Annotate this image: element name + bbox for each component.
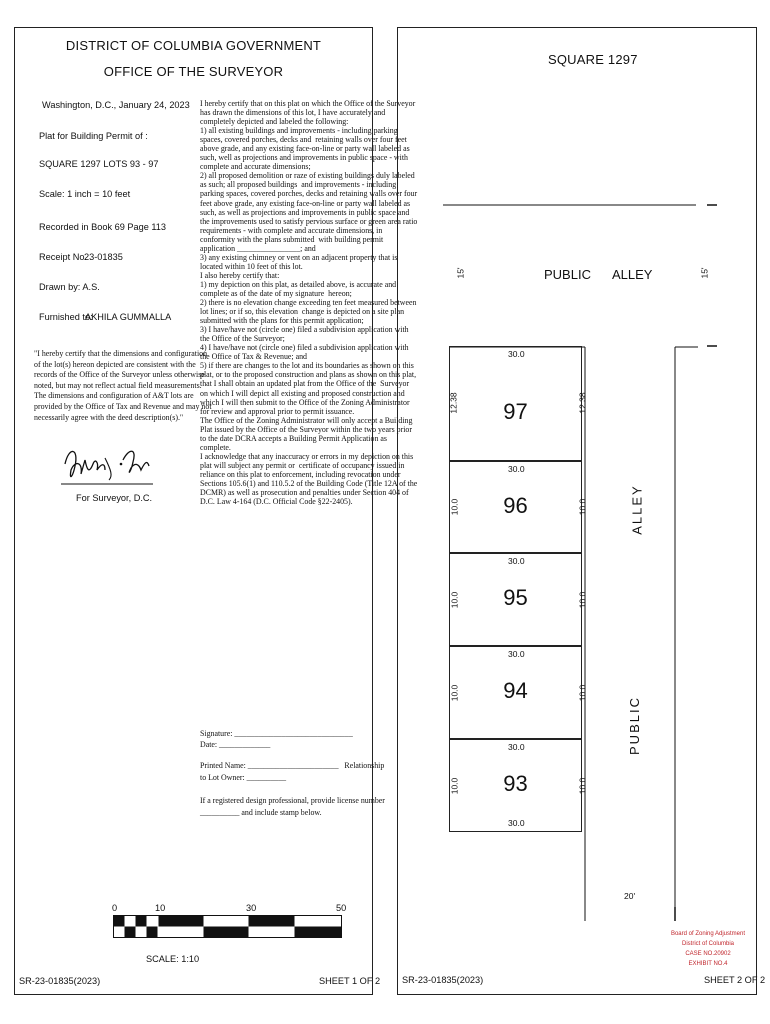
lot-95-top-dim: 30.0: [508, 556, 525, 566]
sheet1-footer-sheet: SHEET 1 OF 2: [319, 976, 381, 986]
lot-96-top-dim: 30.0: [508, 464, 525, 474]
sheet-1: [14, 27, 418, 995]
recorded-book-page: Recorded in Book 69 Page 113: [39, 222, 167, 232]
public-alley-word-alley: ALLEY: [612, 267, 653, 282]
stamp-line-2: District of Columbia: [681, 941, 734, 947]
stamp-line-3: CASE NO.20902: [685, 951, 731, 957]
lot-96-right-dim: 10.0: [577, 498, 588, 516]
stamp-line-1: Board of Zoning Adjustment: [670, 931, 746, 937]
graphic-scale-bar: [113, 915, 343, 943]
sheet1-title-line1: DISTRICT OF COLUMBIA GOVERNMENT: [65, 38, 322, 53]
lot-95-right-dim: 10.0: [577, 591, 588, 609]
lot-97-right-dim: 12.38: [577, 392, 588, 414]
scale-text: Scale: 1 inch = 10 feet: [39, 189, 131, 199]
lot-94-top-dim: 30.0: [508, 649, 525, 659]
lot-95: [449, 553, 582, 646]
lot-96: [449, 461, 582, 553]
side-alley-width: 20': [624, 891, 636, 901]
lot-93-right-dim: 10.0: [577, 777, 588, 795]
scale-tick-0: 0: [112, 903, 118, 913]
lot-94-right-dim: 10.0: [577, 684, 588, 702]
receipt-number: 23-01835: [84, 252, 123, 262]
square-title: SQUARE 1297: [548, 52, 638, 67]
drawn-by: Drawn by: A.S.: [39, 282, 100, 292]
furnished-name: AKHILA GUMMALLA: [85, 312, 172, 322]
vertical-public-label: PUBLIC: [626, 696, 642, 755]
sheet1-title-line2: OFFICE OF THE SURVEYOR: [103, 64, 284, 79]
lot-94: [449, 646, 582, 739]
lot-97-number: 97: [503, 399, 528, 424]
surveyor-certification-note: "I hereby certify that the dimensions and configuration of the lot(s) hereon depicted are consistent with the records of the Office of the Surveyor unless otherwise noted, but may not reflect actual field measurements. The dimensions and configuration of A&T lots are provided by the Office of Tax and Revenue and may not necessarily agree with the deed description(s).": [34, 349, 212, 422]
alley-width-left: 15': [455, 267, 466, 279]
receipt-label: Receipt No.: [39, 252, 88, 262]
license-line-1: If a registered design professional, provide license number: [200, 796, 385, 805]
sheet2-footer-id: SR-23-01835(2023): [402, 975, 484, 985]
surveyor-signature: [59, 440, 155, 488]
sheet2-footer-sheet: SHEET 2 OF 2: [704, 975, 766, 985]
zoning-exhibit-stamp: [668, 931, 748, 967]
scale-caption: SCALE: 1:10: [146, 954, 200, 964]
scale-tick-30: 30: [246, 903, 257, 913]
signature-line: Signature: ______________________________: [200, 729, 353, 738]
lot-93-top-dim: 30.0: [508, 742, 525, 752]
alley-width-right: 15': [699, 267, 710, 279]
lot-94-number: 94: [503, 678, 528, 703]
plat-for-label: Plat for Building Permit of :: [39, 131, 148, 141]
stamp-line-4: EXHIBIT NO.4: [688, 961, 728, 967]
sheet1-footer-id: SR-23-01835(2023): [19, 976, 101, 986]
lot-94-left-dim: 10.0: [449, 684, 460, 702]
public-alley-word-public: PUBLIC: [544, 267, 591, 282]
lot-96-number: 96: [503, 493, 528, 518]
printed-name-line: Printed Name: _______________________ Relationship: [200, 761, 385, 770]
lot-97: [449, 346, 582, 461]
owner-certification-text: I hereby certify that on this plat on which the Office of the Surveyor has drawn the dimensions of this lot, I have accurately and completely depicted and labeled the following: 1) all existing buildings and improvements - including parking spaces, covered porches, decks and retaining walls over four feet above grade, and any existing face-on-line or party wall labeled as such, well as projections and improvements in public space - with complete and accurate dimensions; 2) all proposed demolition or raze of existing buildings duly labeled as such; all proposed buildings and improvements - including parking spaces, covered porches, decks and retaining walls over four feet above grade, any existing face-on-line or party wall labeled as such, as well as projections and improvements in public space and the improvements used to satisfy pervious surface or green area ratio requirements - with complete and accurate dimensions, in conformity with the plans submitted with building permit application ________________; and 3) any existing chimney or vent on an adjacent property that is located within 10 feet of this lot. I also hereby certify that: 1) my depiction on this plat, as detailed above, is accurate and complete as of the date of my signature hereon; 2) there is no elevation change exceeding ten feet measured between lot lines; or if so, this elevation change is depicted on a site plan submitted with the plans for this permit application; 3) I have/have not (circle one) filed a subdivision application with the Office of the Surveyor; 4) I have/have not (circle one) filed a subdivision application with the Office of Tax & Revenue; and 5) if there are changes to the lot and its boundaries as shown on this plat, or to the proposed construction and plans as shown on this plat, that I shall obtain an updated plat from the Office of the Surveyor on which I will depict all existing and proposed construction and which I will then submit to the Office of the Zoning Administrator for review and approval prior to permit issuance. The Office of the Zoning Administrator will only accept a Building Plat issued by the Office of the Surveyor within the two years prior to the date DCRA accepts a Building Permit Application as complete. I acknowledge that any inaccuracy or errors in my depiction on this plat will subject any permit or certificate of occupancy issued in reliance on this plat to enforcement, including revocation under Sections 105.6(1) and 110.5.2 of the Building Code (Title 12A of the DCMR) as well as prosecution and penalties under Section 404 of D.C. Law 4-164 (D.C. Official Code §22-2405).: [200, 99, 418, 507]
furnished-label: Furnished to:: [39, 312, 93, 322]
lot-96-left-dim: 10.0: [449, 498, 460, 516]
lot-93-left-dim: 10.0: [449, 777, 460, 795]
scale-tick-50: 50: [336, 903, 347, 913]
for-surveyor-label: For Surveyor, D.C.: [76, 493, 153, 503]
lot-95-number: 95: [503, 585, 528, 610]
lot-93-number: 93: [503, 771, 528, 796]
square-lots: SQUARE 1297 LOTS 93 - 97: [39, 159, 159, 169]
scale-tick-10: 10: [155, 903, 166, 913]
relationship-line: to Lot Owner: __________: [200, 773, 287, 782]
lot-95-left-dim: 10.0: [449, 591, 460, 609]
vertical-alley-label: ALLEY: [629, 484, 645, 535]
lot-97-left-dim: 12.38: [448, 392, 459, 414]
license-line-2: __________ and include stamp below.: [200, 808, 322, 817]
bottom-dim: 30.0: [508, 818, 525, 828]
date-line: Date: _____________: [200, 740, 271, 749]
lot-97-top-dim: 30.0: [508, 349, 525, 359]
plat-date: Washington, D.C., January 24, 2023: [42, 100, 190, 110]
